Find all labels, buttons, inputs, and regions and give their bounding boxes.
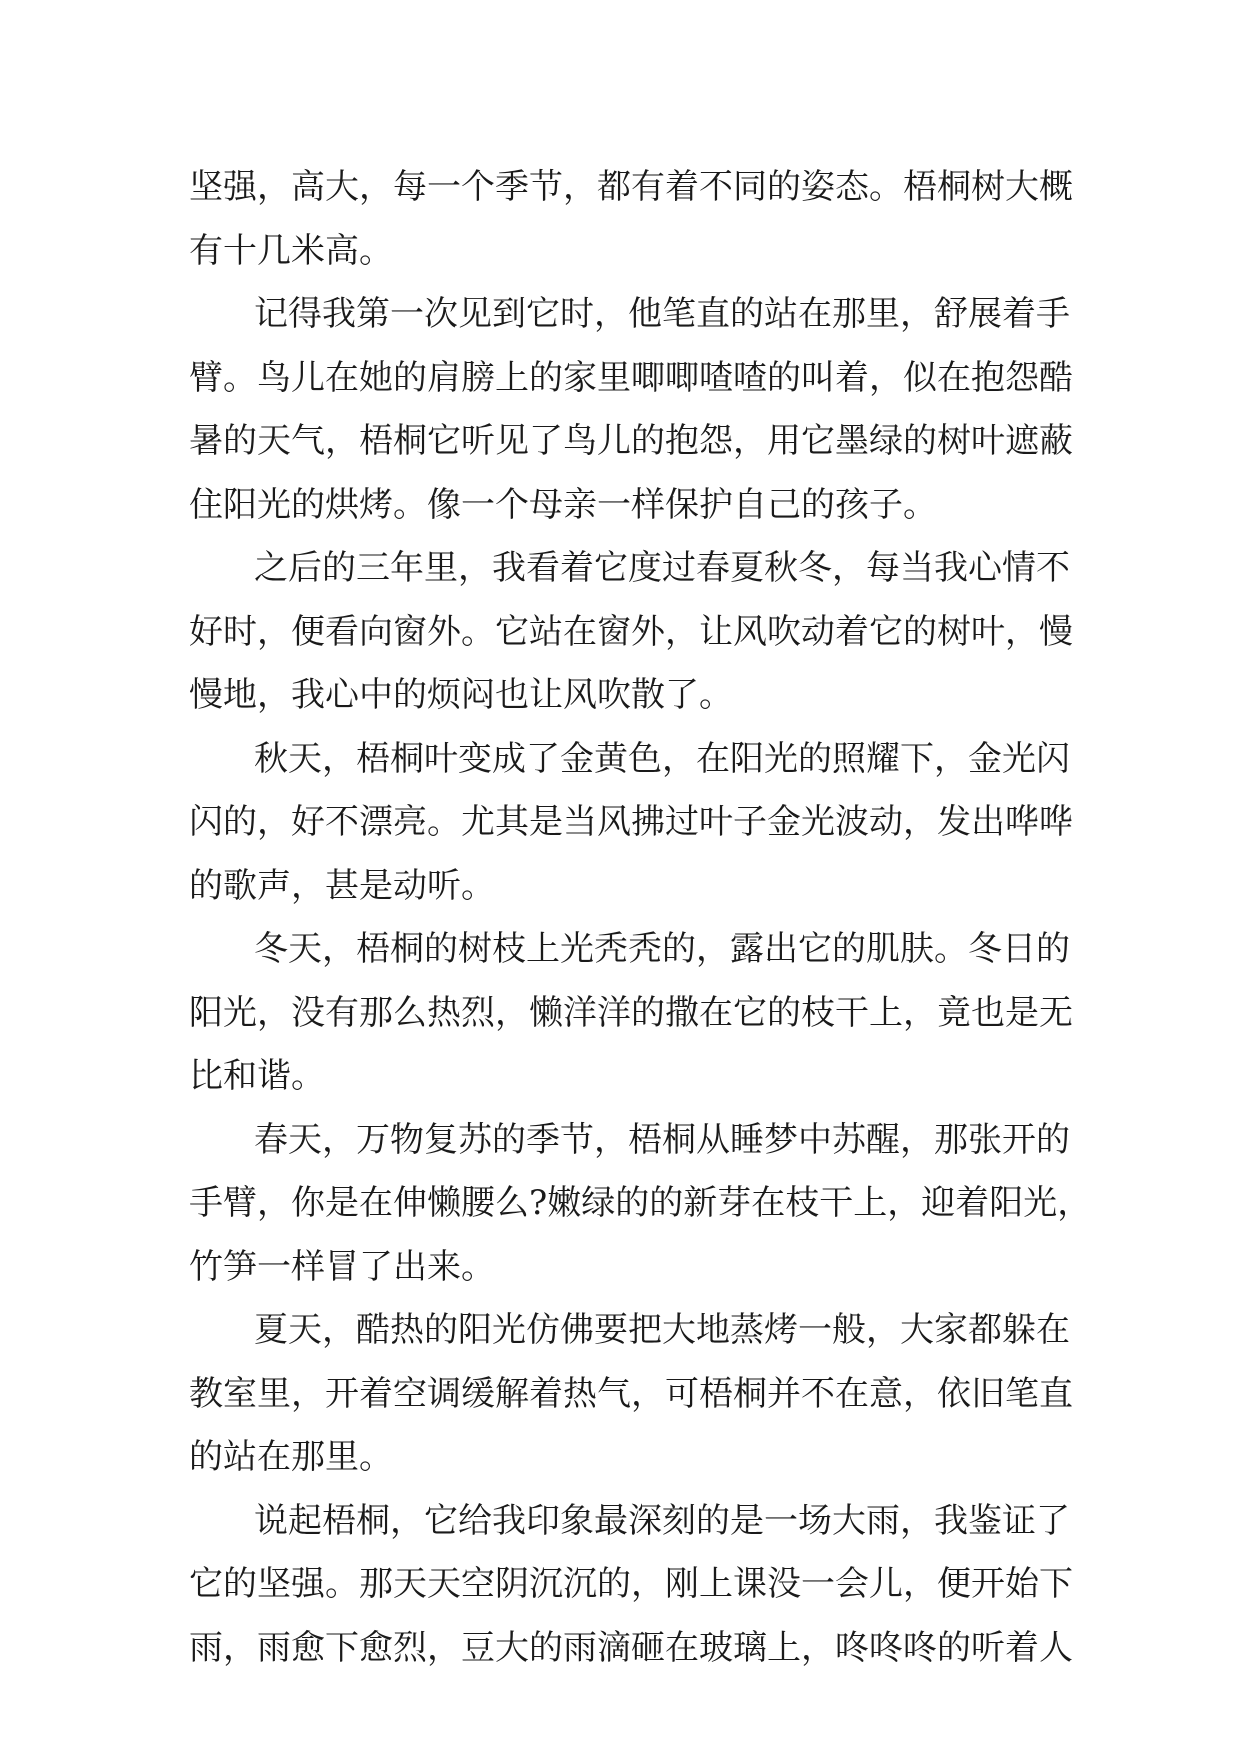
text-line: 说起梧桐，它给我印象最深刻的是一场大雨，我鉴证了 — [254, 1500, 1070, 1541]
text-line: 好时，便看向窗外。它站在窗外，让风吹动着它的树叶，慢 — [189, 611, 1073, 652]
text-line: 记得我第一次见到它时，他笔直的站在那里，舒展着手 — [254, 294, 1070, 334]
text-line: 慢地，我心中的烦闷也让风吹散了。 — [189, 675, 733, 715]
document-body — [189, 156, 1092, 1680]
text-line: 臂。鸟儿在她的肩膀上的家里唧唧喳喳的叫着，似在抱怨酷 — [189, 357, 1073, 398]
text-line: 它的坚强。那天天空阴沉沉的，刚上课没一会儿，便开始下 — [189, 1564, 1073, 1604]
text-line: 坚强，高大，每一个季节，都有着不同的姿态。梧桐树大概 — [189, 167, 1073, 207]
text-line: 暑的天气，梧桐它听见了鸟儿的抱怨，用它墨绿的树叶遮蔽 — [189, 421, 1073, 461]
text-line: 的站在那里。 — [189, 1437, 393, 1477]
text-line: 有十几米高。 — [189, 230, 393, 271]
text-line: 夏天，酷热的阳光仿佛要把大地蒸烤一般，大家都躲在 — [254, 1310, 1070, 1350]
text-line: 的歌声，甚是动听。 — [189, 865, 495, 906]
text-line: 雨，雨愈下愈烈，豆大的雨滴砸在玻璃上，咚咚咚的听着人 — [189, 1627, 1073, 1668]
text-line: 之后的三年里，我看着它度过春夏秋冬，每当我心情不 — [254, 548, 1070, 588]
text-line: 闪的，好不漂亮。尤其是当风拂过叶子金光波动，发出哗哗 — [189, 802, 1073, 842]
text-line: 教室里，开着空调缓解着热气，可梧桐并不在意，依旧笔直 — [189, 1373, 1073, 1414]
text-line: 春天，万物复苏的季节，梧桐从睡梦中苏醒，那张开的 — [254, 1119, 1070, 1160]
text-line: 秋天，梧桐叶变成了金黄色，在阳光的照耀下，金光闪 — [254, 738, 1070, 779]
text-line: 住阳光的烘烤。像一个母亲一样保护自己的孩子。 — [189, 484, 937, 525]
text-line: 比和谐。 — [189, 1056, 325, 1096]
text-line: 阳光，没有那么热烈，懒洋洋的撒在它的枝干上，竟也是无 — [189, 992, 1073, 1033]
text-line: 冬天，梧桐的树枝上光秃秃的，露出它的肌肤。冬日的 — [254, 929, 1070, 969]
text-line: 竹笋一样冒了出来。 — [189, 1246, 495, 1287]
text-line: 手臂，你是在伸懒腰么?嫩绿的的新芽在枝干上，迎着阳光， — [189, 1183, 1092, 1223]
